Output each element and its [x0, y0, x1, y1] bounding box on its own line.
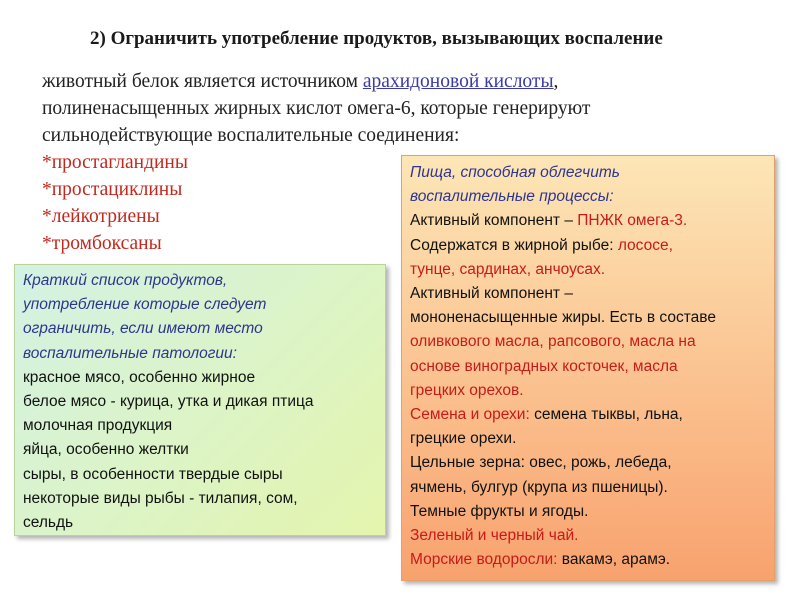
- intro-line-1: животный белок является источником арахидоновой кислоты,: [42, 71, 559, 92]
- fatty-fish-line: тунце, сардинах, анчоусах.: [410, 260, 606, 278]
- restricted-foods-heading: Краткий список продуктов,: [23, 272, 228, 289]
- whole-grains-line: ячмень, булгур (крупа из пшеницы).: [410, 478, 668, 496]
- compound-item: *простагландины: [42, 152, 188, 173]
- anti-inflammatory-heading: воспалительные процессы:: [410, 188, 614, 206]
- mono-fats-line: Активный компонент –: [410, 285, 573, 303]
- seaweed-line: Морские водоросли: вакамэ, арамэ.: [410, 551, 671, 569]
- dark-fruits-line: Темные фрукты и ягоды.: [410, 502, 589, 520]
- tea-line: Зеленый и черный чай.: [410, 527, 579, 545]
- anti-inflammatory-heading: Пища, способная облегчить: [410, 164, 620, 181]
- whole-grains-line: Цельные зерна: овес, рожь, лебеда,: [410, 454, 672, 472]
- restricted-food-item: белое мясо - курица, утка и дикая птица: [23, 393, 314, 411]
- arachidonic-acid-link[interactable]: арахидоновой кислоты: [362, 71, 554, 92]
- restricted-foods-heading: воспалительные патологии:: [23, 344, 237, 362]
- compound-item: *простациклины: [42, 179, 183, 200]
- anti-inflammatory-foods-box: [401, 155, 775, 581]
- mono-fats-line: мононенасыщенные жиры. Есть в составе: [410, 309, 716, 327]
- compound-item: *лейкотриены: [42, 206, 160, 227]
- seeds-nuts-line: Семена и орехи: семена тыквы, льна,: [410, 406, 683, 424]
- compound-list: [42, 149, 188, 257]
- seeds-nuts-line: грецкие орехи.: [410, 430, 517, 448]
- oils-line: основе виноградных косточек, масла: [410, 357, 678, 375]
- fatty-fish-line: Содержатся в жирной рыбе: лососе,: [410, 236, 673, 254]
- restricted-food-item: красное мясо, особенно жирное: [23, 368, 256, 386]
- slide-title: 2) Ограничить употребление продуктов, вызывающих воспаление: [90, 28, 663, 49]
- restricted-food-item: некоторые виды рыбы - тилапия, сом,: [23, 489, 298, 507]
- intro-line-3: сильнодействующие воспалительные соединения:: [42, 125, 460, 146]
- restricted-food-item: молочная продукция: [23, 417, 173, 435]
- intro-paragraph: [42, 68, 782, 149]
- restricted-foods-heading: употребление которые следует: [23, 296, 267, 314]
- omega3-line: Активный компонент – ПНЖК омега-3.: [410, 212, 688, 230]
- intro-line-2: полиненасыщенных жирных кислот омега-6, которые генерируют: [42, 98, 591, 119]
- oils-line: грецких орехов.: [410, 381, 524, 399]
- compound-item: *тромбоксаны: [42, 233, 162, 254]
- restricted-foods-box: [14, 264, 386, 536]
- restricted-food-item: яйца, особенно желтки: [23, 441, 189, 459]
- restricted-foods-heading: ограничить, если имеют место: [23, 320, 263, 338]
- restricted-food-item: сельдь: [23, 514, 74, 532]
- oils-line: оливкового масла, рапсового, масла на: [410, 333, 696, 351]
- restricted-food-item: сыры, в особенности твердые сыры: [23, 465, 283, 483]
